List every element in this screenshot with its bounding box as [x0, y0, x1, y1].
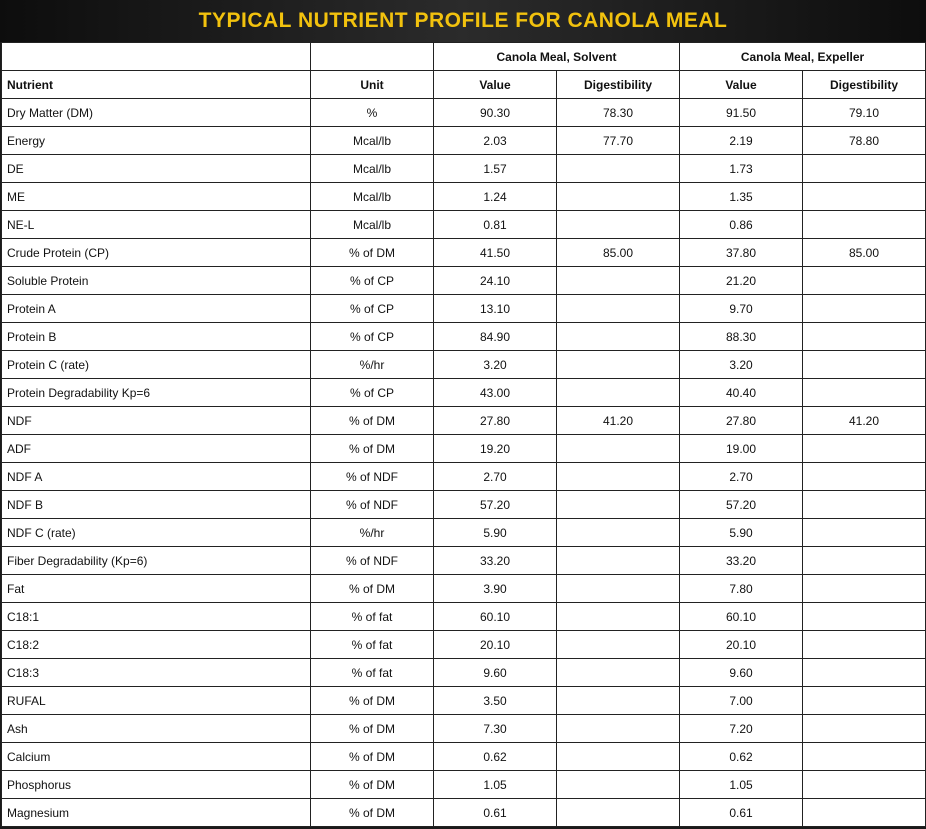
- nutrient-cell: NE-L: [2, 211, 311, 239]
- table-row: [2, 435, 926, 463]
- solvent-value-cell: 0.61: [434, 799, 557, 827]
- unit-cell: % of DM: [311, 575, 434, 603]
- empty-header-cell: [311, 43, 434, 71]
- expeller-value-cell: 7.20: [680, 715, 803, 743]
- nutrient-cell: Protein B: [2, 323, 311, 351]
- expeller-value-cell: 21.20: [680, 267, 803, 295]
- nutrient-cell: Phosphorus: [2, 771, 311, 799]
- unit-cell: % of DM: [311, 743, 434, 771]
- solvent-digestibility-cell: [557, 183, 680, 211]
- unit-cell: % of DM: [311, 239, 434, 267]
- table-body: [2, 99, 926, 827]
- column-header-expeller-digestibility: Digestibility: [803, 71, 926, 99]
- solvent-value-cell: 43.00: [434, 379, 557, 407]
- nutrient-cell: ME: [2, 183, 311, 211]
- unit-cell: Mcal/lb: [311, 183, 434, 211]
- expeller-value-cell: 27.80: [680, 407, 803, 435]
- solvent-digestibility-cell: 78.30: [557, 99, 680, 127]
- table-row: [2, 323, 926, 351]
- solvent-digestibility-cell: [557, 491, 680, 519]
- solvent-value-cell: 19.20: [434, 435, 557, 463]
- nutrient-cell: Protein A: [2, 295, 311, 323]
- expeller-value-cell: 2.70: [680, 463, 803, 491]
- nutrient-cell: C18:3: [2, 659, 311, 687]
- solvent-value-cell: 1.05: [434, 771, 557, 799]
- expeller-value-cell: 1.05: [680, 771, 803, 799]
- unit-cell: % of NDF: [311, 547, 434, 575]
- nutrient-cell: NDF A: [2, 463, 311, 491]
- unit-cell: % of NDF: [311, 491, 434, 519]
- expeller-digestibility-cell: [803, 547, 926, 575]
- unit-cell: % of DM: [311, 407, 434, 435]
- solvent-digestibility-cell: [557, 211, 680, 239]
- column-header-row: [2, 71, 926, 99]
- unit-cell: Mcal/lb: [311, 155, 434, 183]
- expeller-digestibility-cell: [803, 715, 926, 743]
- table-row: [2, 379, 926, 407]
- expeller-digestibility-cell: [803, 267, 926, 295]
- solvent-digestibility-cell: [557, 547, 680, 575]
- expeller-digestibility-cell: 85.00: [803, 239, 926, 267]
- unit-cell: % of fat: [311, 659, 434, 687]
- solvent-digestibility-cell: [557, 771, 680, 799]
- column-header-expeller-value: Value: [680, 71, 803, 99]
- expeller-digestibility-cell: [803, 575, 926, 603]
- table-row: [2, 407, 926, 435]
- nutrient-cell: RUFAL: [2, 687, 311, 715]
- solvent-value-cell: 33.20: [434, 547, 557, 575]
- solvent-digestibility-cell: [557, 743, 680, 771]
- solvent-value-cell: 5.90: [434, 519, 557, 547]
- solvent-digestibility-cell: [557, 659, 680, 687]
- nutrient-cell: Ash: [2, 715, 311, 743]
- solvent-digestibility-cell: [557, 267, 680, 295]
- table-row: [2, 743, 926, 771]
- solvent-digestibility-cell: [557, 631, 680, 659]
- expeller-value-cell: 19.00: [680, 435, 803, 463]
- unit-cell: % of DM: [311, 715, 434, 743]
- table-row: [2, 491, 926, 519]
- unit-cell: %/hr: [311, 519, 434, 547]
- solvent-value-cell: 3.50: [434, 687, 557, 715]
- solvent-digestibility-cell: [557, 519, 680, 547]
- nutrient-cell: Dry Matter (DM): [2, 99, 311, 127]
- solvent-digestibility-cell: [557, 603, 680, 631]
- unit-cell: % of DM: [311, 771, 434, 799]
- solvent-group-header: Canola Meal, Solvent: [434, 43, 680, 71]
- expeller-digestibility-cell: 41.20: [803, 407, 926, 435]
- unit-cell: Mcal/lb: [311, 127, 434, 155]
- solvent-value-cell: 60.10: [434, 603, 557, 631]
- table-row: [2, 463, 926, 491]
- solvent-value-cell: 84.90: [434, 323, 557, 351]
- solvent-value-cell: 2.70: [434, 463, 557, 491]
- expeller-digestibility-cell: [803, 687, 926, 715]
- title-banner: [0, 0, 926, 42]
- expeller-value-cell: 57.20: [680, 491, 803, 519]
- solvent-value-cell: 27.80: [434, 407, 557, 435]
- solvent-value-cell: 90.30: [434, 99, 557, 127]
- solvent-value-cell: 1.57: [434, 155, 557, 183]
- expeller-value-cell: 1.35: [680, 183, 803, 211]
- solvent-digestibility-cell: [557, 687, 680, 715]
- nutrient-cell: Crude Protein (CP): [2, 239, 311, 267]
- nutrient-cell: C18:2: [2, 631, 311, 659]
- table-row: [2, 687, 926, 715]
- expeller-digestibility-cell: 79.10: [803, 99, 926, 127]
- nutrient-cell: Protein Degradability Kp=6: [2, 379, 311, 407]
- solvent-digestibility-cell: [557, 799, 680, 827]
- expeller-value-cell: 20.10: [680, 631, 803, 659]
- unit-cell: % of DM: [311, 687, 434, 715]
- nutrient-cell: Magnesium: [2, 799, 311, 827]
- expeller-value-cell: 1.73: [680, 155, 803, 183]
- solvent-digestibility-cell: 85.00: [557, 239, 680, 267]
- solvent-digestibility-cell: [557, 435, 680, 463]
- expeller-digestibility-cell: [803, 603, 926, 631]
- expeller-value-cell: 40.40: [680, 379, 803, 407]
- table-row: [2, 267, 926, 295]
- expeller-digestibility-cell: [803, 631, 926, 659]
- unit-cell: Mcal/lb: [311, 211, 434, 239]
- expeller-value-cell: 33.20: [680, 547, 803, 575]
- expeller-value-cell: 88.30: [680, 323, 803, 351]
- table-row: [2, 547, 926, 575]
- nutrient-cell: C18:1: [2, 603, 311, 631]
- expeller-group-header: Canola Meal, Expeller: [680, 43, 926, 71]
- solvent-value-cell: 9.60: [434, 659, 557, 687]
- expeller-value-cell: 7.80: [680, 575, 803, 603]
- page-title: TYPICAL NUTRIENT PROFILE FOR CANOLA MEAL: [198, 9, 728, 32]
- expeller-value-cell: 9.70: [680, 295, 803, 323]
- unit-cell: %/hr: [311, 351, 434, 379]
- expeller-digestibility-cell: [803, 463, 926, 491]
- solvent-value-cell: 7.30: [434, 715, 557, 743]
- expeller-value-cell: 37.80: [680, 239, 803, 267]
- nutrient-cell: Calcium: [2, 743, 311, 771]
- table-row: [2, 99, 926, 127]
- table-row: [2, 155, 926, 183]
- expeller-value-cell: 3.20: [680, 351, 803, 379]
- solvent-digestibility-cell: [557, 155, 680, 183]
- nutrient-table: [1, 42, 926, 827]
- solvent-value-cell: 2.03: [434, 127, 557, 155]
- nutrient-cell: NDF C (rate): [2, 519, 311, 547]
- expeller-digestibility-cell: 78.80: [803, 127, 926, 155]
- solvent-digestibility-cell: 77.70: [557, 127, 680, 155]
- solvent-value-cell: 3.90: [434, 575, 557, 603]
- solvent-digestibility-cell: [557, 323, 680, 351]
- table-row: [2, 771, 926, 799]
- solvent-value-cell: 1.24: [434, 183, 557, 211]
- solvent-digestibility-cell: 41.20: [557, 407, 680, 435]
- expeller-value-cell: 0.62: [680, 743, 803, 771]
- expeller-value-cell: 91.50: [680, 99, 803, 127]
- unit-cell: % of NDF: [311, 463, 434, 491]
- expeller-digestibility-cell: [803, 351, 926, 379]
- unit-cell: % of CP: [311, 267, 434, 295]
- table-row: [2, 603, 926, 631]
- nutrient-cell: Energy: [2, 127, 311, 155]
- table-row: [2, 183, 926, 211]
- table-row: [2, 715, 926, 743]
- table-row: [2, 659, 926, 687]
- column-header-nutrient: Nutrient: [2, 71, 311, 99]
- expeller-digestibility-cell: [803, 183, 926, 211]
- empty-header-cell: [2, 43, 311, 71]
- unit-cell: % of CP: [311, 295, 434, 323]
- solvent-digestibility-cell: [557, 715, 680, 743]
- table-row: [2, 239, 926, 267]
- solvent-value-cell: 3.20: [434, 351, 557, 379]
- expeller-value-cell: 7.00: [680, 687, 803, 715]
- solvent-value-cell: 13.10: [434, 295, 557, 323]
- expeller-value-cell: 5.90: [680, 519, 803, 547]
- expeller-digestibility-cell: [803, 743, 926, 771]
- unit-cell: % of fat: [311, 631, 434, 659]
- expeller-digestibility-cell: [803, 155, 926, 183]
- expeller-digestibility-cell: [803, 295, 926, 323]
- nutrient-cell: Fat: [2, 575, 311, 603]
- solvent-digestibility-cell: [557, 463, 680, 491]
- unit-cell: %: [311, 99, 434, 127]
- table-row: [2, 127, 926, 155]
- solvent-digestibility-cell: [557, 295, 680, 323]
- unit-cell: % of DM: [311, 799, 434, 827]
- expeller-digestibility-cell: [803, 771, 926, 799]
- solvent-value-cell: 20.10: [434, 631, 557, 659]
- expeller-value-cell: 0.61: [680, 799, 803, 827]
- solvent-digestibility-cell: [557, 575, 680, 603]
- expeller-digestibility-cell: [803, 659, 926, 687]
- table-row: [2, 211, 926, 239]
- column-header-solvent-digestibility: Digestibility: [557, 71, 680, 99]
- expeller-digestibility-cell: [803, 799, 926, 827]
- column-header-unit: Unit: [311, 71, 434, 99]
- expeller-value-cell: 0.86: [680, 211, 803, 239]
- expeller-value-cell: 9.60: [680, 659, 803, 687]
- expeller-digestibility-cell: [803, 323, 926, 351]
- expeller-digestibility-cell: [803, 379, 926, 407]
- nutrient-cell: Fiber Degradability (Kp=6): [2, 547, 311, 575]
- nutrient-cell: NDF: [2, 407, 311, 435]
- table-row: [2, 351, 926, 379]
- solvent-value-cell: 0.81: [434, 211, 557, 239]
- solvent-digestibility-cell: [557, 351, 680, 379]
- nutrient-cell: DE: [2, 155, 311, 183]
- table-row: [2, 799, 926, 827]
- table-row: [2, 519, 926, 547]
- solvent-digestibility-cell: [557, 379, 680, 407]
- table-row: [2, 575, 926, 603]
- unit-cell: % of CP: [311, 323, 434, 351]
- nutrient-cell: Protein C (rate): [2, 351, 311, 379]
- expeller-digestibility-cell: [803, 435, 926, 463]
- expeller-digestibility-cell: [803, 211, 926, 239]
- expeller-digestibility-cell: [803, 491, 926, 519]
- nutrient-cell: NDF B: [2, 491, 311, 519]
- nutrient-cell: ADF: [2, 435, 311, 463]
- table-row: [2, 631, 926, 659]
- unit-cell: % of DM: [311, 435, 434, 463]
- solvent-value-cell: 57.20: [434, 491, 557, 519]
- unit-cell: % of fat: [311, 603, 434, 631]
- solvent-value-cell: 0.62: [434, 743, 557, 771]
- solvent-value-cell: 41.50: [434, 239, 557, 267]
- column-header-solvent-value: Value: [434, 71, 557, 99]
- nutrient-cell: Soluble Protein: [2, 267, 311, 295]
- group-header-row: [2, 43, 926, 71]
- expeller-value-cell: 2.19: [680, 127, 803, 155]
- expeller-value-cell: 60.10: [680, 603, 803, 631]
- table-row: [2, 295, 926, 323]
- unit-cell: % of CP: [311, 379, 434, 407]
- expeller-digestibility-cell: [803, 519, 926, 547]
- solvent-value-cell: 24.10: [434, 267, 557, 295]
